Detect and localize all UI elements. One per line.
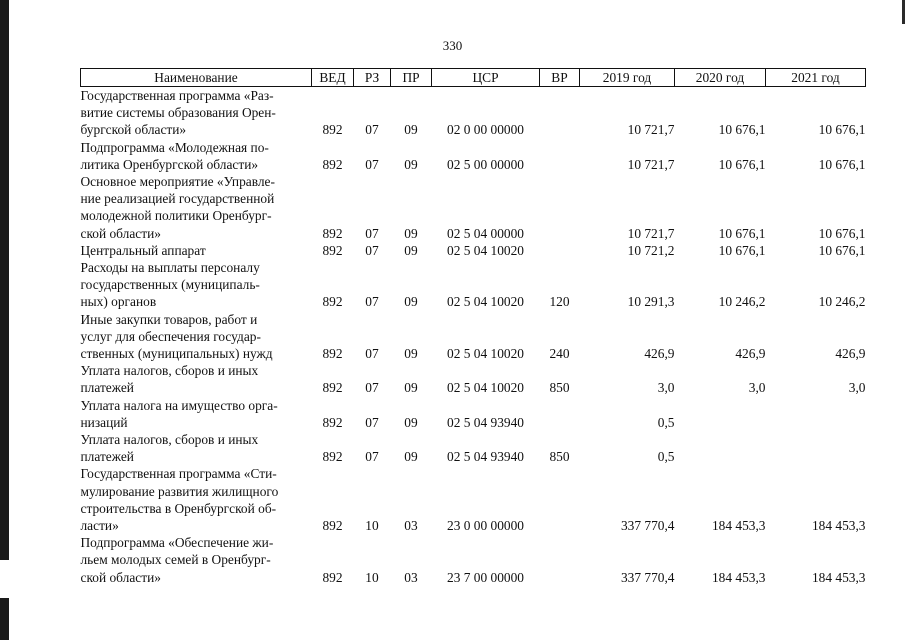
cell-pr: 09 bbox=[404, 225, 418, 241]
cell-pr: 03 bbox=[404, 518, 418, 534]
table-header bbox=[81, 69, 866, 87]
cell-vr bbox=[540, 87, 580, 139]
cell-rz: 10 bbox=[365, 518, 379, 534]
cell-2020: 10 676,1 bbox=[718, 225, 766, 241]
cell-rz: 07 bbox=[365, 380, 379, 396]
cell-csr: 02 5 04 10020 bbox=[447, 346, 524, 362]
name-line: ных) органов bbox=[80, 294, 157, 310]
header-row bbox=[81, 69, 866, 87]
name-line: бургской области» bbox=[80, 122, 187, 138]
name-line: Подпрограмма «Обеспечение жи- bbox=[80, 535, 274, 551]
name-line: Основное мероприятие «Управле- bbox=[80, 174, 275, 190]
cell-pr: 09 bbox=[404, 449, 418, 465]
cell-2019: 10 721,2 bbox=[627, 242, 675, 258]
cell-ved: 892 bbox=[322, 569, 343, 585]
cell-vr bbox=[540, 139, 580, 173]
cell-rz: 07 bbox=[365, 346, 379, 362]
table-row bbox=[81, 242, 866, 259]
cell-2021: 10 676,1 bbox=[818, 122, 866, 138]
cell-2020: 10 676,1 bbox=[718, 242, 766, 258]
cell-2020: 426,9 bbox=[735, 346, 766, 362]
name-line: мулирование развития жилищного bbox=[80, 483, 279, 499]
table-body bbox=[81, 87, 866, 586]
cell-2019: 426,9 bbox=[644, 346, 675, 362]
cell-rz: 07 bbox=[365, 414, 379, 430]
header-name: Наименование bbox=[81, 69, 312, 87]
cell-csr: 02 0 00 00000 bbox=[447, 122, 524, 138]
header-csr: ЦСР bbox=[432, 69, 540, 87]
name-line: Иные закупки товаров, работ и bbox=[80, 311, 258, 327]
cell-2019: 10 291,3 bbox=[627, 294, 675, 310]
name-line: Подпрограмма «Молодежная по- bbox=[80, 139, 269, 155]
cell-vr: 850 bbox=[549, 380, 570, 396]
cell-vr bbox=[540, 173, 580, 242]
cell-2021: 10 676,1 bbox=[818, 156, 866, 172]
cell-rz: 07 bbox=[365, 225, 379, 241]
name-line: литика Оренбургской области» bbox=[80, 156, 259, 172]
cell-2021: 10 676,1 bbox=[818, 225, 866, 241]
cell-2020: 3,0 bbox=[748, 380, 766, 396]
cell-name bbox=[81, 139, 312, 173]
cell-2020 bbox=[675, 431, 766, 465]
cell-vr: 850 bbox=[549, 449, 570, 465]
table-row bbox=[81, 87, 866, 139]
name-line: ской области» bbox=[80, 225, 161, 241]
cell-2019: 337 770,4 bbox=[620, 569, 675, 585]
cell-2020 bbox=[675, 397, 766, 431]
header-2019: 2019 год bbox=[580, 69, 675, 87]
name-line: платежей bbox=[80, 380, 134, 396]
header-ved: ВЕД bbox=[312, 69, 354, 87]
page-number: 330 bbox=[442, 38, 463, 53]
table-row bbox=[81, 139, 866, 173]
table-row bbox=[81, 311, 866, 363]
header-pr: ПР bbox=[391, 69, 432, 87]
cell-2020: 10 246,2 bbox=[718, 294, 766, 310]
cell-pr: 03 bbox=[404, 569, 418, 585]
cell-ved: 892 bbox=[322, 156, 343, 172]
cell-ved: 892 bbox=[322, 294, 343, 310]
cell-name bbox=[81, 173, 312, 242]
cell-csr: 02 5 04 10020 bbox=[447, 242, 524, 258]
cell-csr: 23 0 00 00000 bbox=[447, 518, 524, 534]
cell-2020: 10 676,1 bbox=[718, 122, 766, 138]
cell-vr: 240 bbox=[549, 346, 570, 362]
cell-csr: 23 7 00 00000 bbox=[447, 569, 524, 585]
cell-csr: 02 5 04 00000 bbox=[447, 225, 524, 241]
header-rz: РЗ bbox=[354, 69, 391, 87]
cell-ved: 892 bbox=[322, 518, 343, 534]
cell-csr: 02 5 04 10020 bbox=[447, 380, 524, 396]
cell-ved: 892 bbox=[322, 242, 343, 258]
cell-2021: 10 676,1 bbox=[818, 242, 866, 258]
cell-vr bbox=[540, 242, 580, 259]
table-row bbox=[81, 431, 866, 465]
cell-pr: 09 bbox=[404, 380, 418, 396]
cell-rz: 07 bbox=[365, 449, 379, 465]
cell-name bbox=[81, 397, 312, 431]
cell-2021: 184 453,3 bbox=[811, 569, 866, 585]
cell-2019: 337 770,4 bbox=[620, 518, 675, 534]
cell-2019: 10 721,7 bbox=[627, 122, 675, 138]
cell-rz: 07 bbox=[365, 156, 379, 172]
cell-pr: 09 bbox=[404, 122, 418, 138]
table-row bbox=[81, 465, 866, 534]
cell-2020: 184 453,3 bbox=[711, 518, 766, 534]
name-line: услуг для обеспечения государ- bbox=[80, 328, 261, 344]
name-line: платежей bbox=[80, 449, 134, 465]
name-line: ской области» bbox=[80, 569, 161, 585]
cell-pr: 09 bbox=[404, 242, 418, 258]
cell-pr: 09 bbox=[404, 346, 418, 362]
name-line: Государственная программа «Сти- bbox=[80, 466, 277, 482]
cell-ved: 892 bbox=[322, 449, 343, 465]
cell-2020: 184 453,3 bbox=[711, 569, 766, 585]
cell-pr: 09 bbox=[404, 414, 418, 430]
cell-vr bbox=[540, 465, 580, 534]
table-row bbox=[81, 534, 866, 586]
cell-pr: 09 bbox=[404, 156, 418, 172]
cell-rz: 07 bbox=[365, 242, 379, 258]
cell-ved: 892 bbox=[322, 225, 343, 241]
cell-ved: 892 bbox=[322, 380, 343, 396]
cell-name bbox=[81, 465, 312, 534]
cell-pr: 09 bbox=[404, 294, 418, 310]
cell-rz: 07 bbox=[365, 294, 379, 310]
cell-2019: 0,5 bbox=[657, 414, 675, 430]
cell-2021 bbox=[766, 397, 866, 431]
name-line: ласти» bbox=[80, 518, 119, 534]
cell-rz: 10 bbox=[365, 569, 379, 585]
cell-2021: 184 453,3 bbox=[811, 518, 866, 534]
scan-edge-left bbox=[0, 0, 9, 640]
cell-name bbox=[81, 311, 312, 363]
cell-2021 bbox=[766, 431, 866, 465]
header-2020: 2020 год bbox=[675, 69, 766, 87]
cell-name bbox=[81, 242, 312, 259]
cell-csr: 02 5 04 10020 bbox=[447, 294, 524, 310]
name-line: Уплата налогов, сборов и иных bbox=[80, 363, 259, 379]
cell-2019: 3,0 bbox=[657, 380, 675, 396]
name-line: ние реализацией государственной bbox=[80, 191, 275, 207]
cell-vr: 120 bbox=[549, 294, 570, 310]
name-line: Уплата налога на имущество орга- bbox=[80, 397, 278, 413]
cell-ved: 892 bbox=[322, 414, 343, 430]
cell-csr: 02 5 00 00000 bbox=[447, 156, 524, 172]
name-line: ственных (муниципальных) нужд bbox=[80, 346, 273, 362]
cell-name bbox=[81, 431, 312, 465]
cell-vr bbox=[540, 534, 580, 586]
name-line: Расходы на выплаты персоналу bbox=[80, 260, 260, 276]
cell-2019: 10 721,7 bbox=[627, 225, 675, 241]
name-line: Уплата налогов, сборов и иных bbox=[80, 432, 259, 448]
cell-csr: 02 5 04 93940 bbox=[447, 414, 524, 430]
name-line: молодежной политики Оренбург- bbox=[80, 208, 272, 224]
name-line: витие системы образования Орен- bbox=[80, 105, 276, 121]
name-line: Государственная программа «Раз- bbox=[80, 88, 274, 103]
cell-ved: 892 bbox=[322, 122, 343, 138]
name-line: Центральный аппарат bbox=[80, 242, 206, 258]
cell-name bbox=[81, 87, 312, 139]
cell-2019: 0,5 bbox=[657, 449, 675, 465]
name-line: низаций bbox=[80, 414, 128, 430]
cell-csr: 02 5 04 93940 bbox=[447, 449, 524, 465]
cell-name bbox=[81, 362, 312, 396]
name-line: льем молодых семей в Оренбург- bbox=[80, 552, 271, 568]
table-row bbox=[81, 259, 866, 311]
table-row bbox=[81, 362, 866, 396]
scan-edge-left-gap bbox=[0, 560, 9, 598]
name-line: государственных (муниципаль- bbox=[80, 277, 260, 293]
cell-2021: 10 246,2 bbox=[818, 294, 866, 310]
table-row bbox=[81, 397, 866, 431]
cell-2019: 10 721,7 bbox=[627, 156, 675, 172]
cell-name bbox=[81, 259, 312, 311]
header-vr: ВР bbox=[540, 69, 580, 87]
cell-2020: 10 676,1 bbox=[718, 156, 766, 172]
name-line: строительства в Оренбургской об- bbox=[80, 500, 277, 516]
cell-ved: 892 bbox=[322, 346, 343, 362]
cell-2021: 426,9 bbox=[835, 346, 866, 362]
budget-table bbox=[80, 68, 866, 586]
cell-vr bbox=[540, 397, 580, 431]
cell-name bbox=[81, 534, 312, 586]
header-2021: 2021 год bbox=[766, 69, 866, 87]
cell-2021: 3,0 bbox=[848, 380, 866, 396]
cell-rz: 07 bbox=[365, 122, 379, 138]
table-row bbox=[81, 173, 866, 242]
